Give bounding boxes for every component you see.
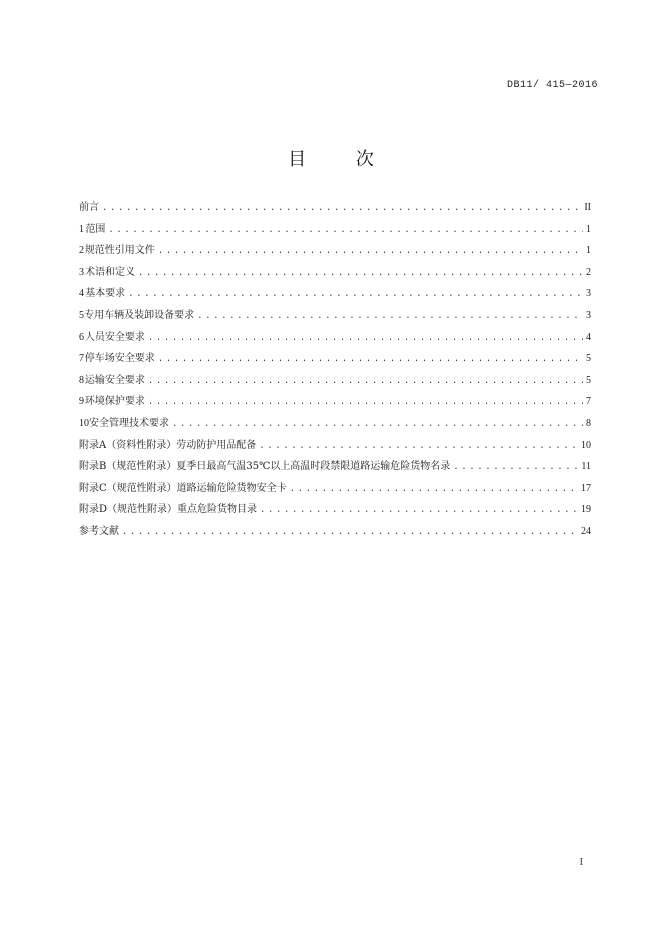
toc-dot-leader bbox=[102, 198, 581, 220]
toc-dot-leader bbox=[290, 479, 578, 501]
toc-entry[interactable] bbox=[79, 478, 591, 500]
toc-dot-leader bbox=[148, 371, 583, 393]
toc-entry-page: 3 bbox=[586, 288, 591, 300]
toc-entry-title: 劳动防护用品配备 bbox=[176, 439, 257, 451]
toc-dot-leader bbox=[148, 328, 583, 350]
page-number: I bbox=[579, 857, 583, 868]
toc-dot-leader bbox=[453, 457, 578, 479]
page-title: 目 次 bbox=[288, 149, 396, 170]
toc-entry-number: 6 bbox=[79, 331, 84, 343]
toc-dot-leader bbox=[148, 392, 583, 414]
table-of-contents bbox=[79, 197, 591, 543]
toc-dot-leader bbox=[172, 414, 583, 436]
toc-dot-leader bbox=[197, 306, 583, 328]
toc-entry[interactable] bbox=[79, 370, 591, 392]
toc-entry[interactable] bbox=[79, 197, 591, 219]
toc-entry[interactable] bbox=[79, 391, 591, 413]
toc-entry[interactable] bbox=[79, 262, 591, 284]
toc-entry-page: 5 bbox=[586, 353, 591, 365]
toc-entry-page: 10 bbox=[581, 439, 591, 451]
toc-entry-number: 8 bbox=[79, 374, 84, 386]
toc-entry-appendix-label: 附录B（规范性附录） bbox=[79, 461, 177, 473]
toc-entry-number: 4 bbox=[79, 288, 84, 300]
document-code: DB11/ 415—2016 bbox=[506, 80, 598, 91]
toc-entry-page: 24 bbox=[581, 525, 591, 537]
toc-entry-page: 8 bbox=[586, 417, 591, 429]
toc-entry-title: 专用车辆及装卸设备要求 bbox=[84, 309, 195, 321]
toc-entry-title: 范围 bbox=[85, 223, 106, 235]
toc-entry-title: 术语和定义 bbox=[84, 266, 135, 278]
toc-entry[interactable] bbox=[79, 499, 591, 521]
toc-entry[interactable] bbox=[79, 283, 591, 305]
toc-entry[interactable] bbox=[79, 456, 591, 478]
toc-entry-title: 夏季日最高气温35℃以上高温时段禁限道路运输危险货物名录 bbox=[176, 461, 451, 473]
toc-entry-title: 基本要求 bbox=[85, 288, 126, 300]
toc-entry-page: 3 bbox=[586, 309, 591, 321]
toc-dot-leader bbox=[128, 284, 583, 306]
toc-dot-leader bbox=[108, 220, 583, 242]
toc-entry-title: 人员安全要求 bbox=[84, 331, 145, 343]
toc-entry-number: 7 bbox=[79, 353, 84, 365]
toc-entry-title: 重点危险货物目录 bbox=[177, 504, 258, 516]
toc-entry-page: 19 bbox=[581, 504, 591, 516]
toc-entry[interactable] bbox=[79, 435, 591, 457]
toc-entry-page: 11 bbox=[581, 461, 591, 473]
toc-dot-leader bbox=[158, 241, 583, 263]
toc-entry-number: 5 bbox=[79, 309, 84, 321]
toc-entry[interactable] bbox=[79, 240, 591, 262]
toc-entry-title: 参考文献 bbox=[79, 525, 119, 537]
toc-entry-page: 5 bbox=[586, 374, 591, 386]
toc-entry-number: 3 bbox=[79, 266, 84, 278]
toc-entry-appendix-label: 附录A（资料性附录） bbox=[79, 439, 177, 451]
toc-entry-title: 停车场安全要求 bbox=[84, 353, 155, 365]
toc-entry-title: 运输安全要求 bbox=[84, 374, 145, 386]
toc-entry-page: 4 bbox=[586, 331, 591, 343]
toc-entry-title: 安全管理技术要求 bbox=[89, 417, 169, 429]
toc-entry-page: 7 bbox=[586, 396, 591, 408]
toc-entry-number: 2 bbox=[79, 245, 84, 257]
toc-dot-leader bbox=[260, 500, 578, 522]
toc-entry-title: 规范性引用文件 bbox=[84, 245, 155, 257]
toc-entry-page: 17 bbox=[581, 482, 591, 494]
toc-entry-title: 前言 bbox=[79, 202, 99, 213]
toc-entry-number: 10 bbox=[79, 417, 89, 429]
toc-dot-leader bbox=[138, 263, 583, 285]
toc-dot-leader bbox=[122, 522, 578, 544]
toc-entry[interactable] bbox=[79, 521, 591, 543]
toc-dot-leader bbox=[158, 349, 583, 371]
toc-entry-page: 1 bbox=[586, 245, 591, 257]
toc-entry-page: 2 bbox=[586, 266, 591, 278]
toc-entry[interactable] bbox=[79, 327, 591, 349]
toc-entry-number: 9 bbox=[79, 396, 84, 408]
toc-entry[interactable] bbox=[79, 413, 591, 435]
toc-entry-appendix-label: 附录C（规范性附录） bbox=[79, 482, 177, 494]
toc-entry[interactable] bbox=[79, 219, 591, 241]
toc-entry-title: 环境保护要求 bbox=[84, 396, 145, 408]
toc-entry-title: 道路运输危险货物安全卡 bbox=[176, 482, 287, 494]
toc-dot-leader bbox=[259, 436, 578, 458]
toc-entry-number: 1 bbox=[79, 223, 84, 235]
toc-entry-page: 1 bbox=[586, 223, 591, 235]
toc-entry[interactable] bbox=[79, 305, 591, 327]
toc-entry[interactable] bbox=[79, 348, 591, 370]
toc-entry-appendix-label: 附录D（规范性附录） bbox=[79, 504, 178, 516]
toc-entry-page: II bbox=[584, 202, 591, 213]
